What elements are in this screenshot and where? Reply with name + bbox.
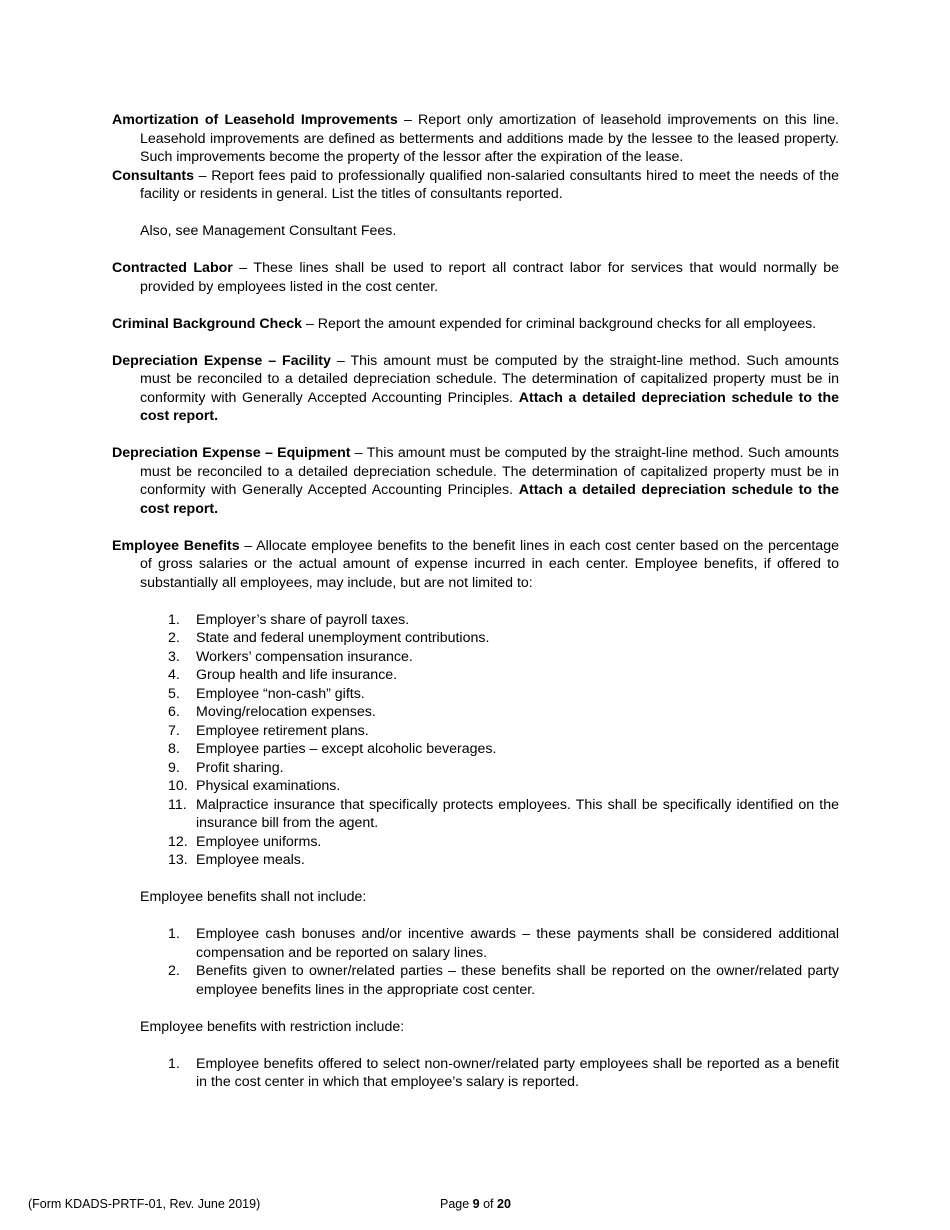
list-number: 7. bbox=[168, 722, 180, 739]
list-item bbox=[168, 648, 839, 667]
term: Contracted Labor bbox=[112, 260, 233, 276]
list-text: Profit sharing. bbox=[196, 759, 284, 776]
definition: – Report only amortization of leasehold improvements on this line. Leasehold improvements are defined as betterments and additions made by the lessee to the leased property. Such improvements become the property of the lessor after the expiration of the lease. bbox=[140, 112, 839, 165]
definition: – This amount must be computed by the straight-line method. Such amounts must be reconciled to a detailed depreciation schedule. The determination of capitalized property must be in conformity with Generally Accepted Accounting Principles. bbox=[140, 445, 840, 498]
benefits-restriction-heading: Employee benefits with restriction include: bbox=[140, 1018, 405, 1035]
list-text: Workers’ compensation insurance. bbox=[196, 648, 413, 665]
list-text: Employee “non-cash” gifts. bbox=[196, 685, 365, 702]
list-text: Employee cash bonuses and/or incentive awards – these payments shall be considered additional compensation and be reported on salary lines. bbox=[196, 926, 839, 961]
benefits-not-include-heading: Employee benefits shall not include: bbox=[140, 889, 367, 905]
of-label: of bbox=[479, 1197, 497, 1211]
benefits-not-include-list bbox=[112, 925, 839, 999]
entry-depreciation-equipment bbox=[112, 444, 839, 518]
list-item bbox=[168, 925, 839, 962]
list-number: 8. bbox=[168, 741, 180, 757]
list-item bbox=[168, 777, 839, 796]
entry-contracted-labor bbox=[112, 259, 839, 296]
current-page: 9 bbox=[472, 1197, 480, 1211]
term: Consultants bbox=[112, 167, 194, 184]
list-number: 1. bbox=[168, 926, 180, 942]
list-number: 2. bbox=[168, 963, 180, 979]
list-number: 6. bbox=[168, 704, 180, 720]
instruction: Attach a detailed depreciation schedule to the cost report. bbox=[140, 389, 839, 424]
list-text: Employee uniforms. bbox=[196, 833, 322, 850]
list-item bbox=[168, 685, 839, 704]
list-item bbox=[168, 666, 839, 685]
term: Employee Benefits bbox=[112, 537, 240, 554]
list-item bbox=[168, 629, 839, 648]
list-number: 11. bbox=[168, 796, 187, 813]
footer-form-id: (Form KDADS-PRTF-01, Rev. June 2019) bbox=[28, 1197, 261, 1211]
list-text: State and federal unemployment contributions. bbox=[196, 630, 490, 646]
term: Depreciation Expense – Equipment bbox=[112, 445, 351, 461]
list-item bbox=[168, 759, 839, 778]
entry-criminal-background-check bbox=[112, 315, 839, 334]
list-number: 5. bbox=[168, 685, 180, 702]
instruction: Attach a detailed depreciation schedule to the cost report. bbox=[140, 482, 839, 517]
list-number: 2. bbox=[168, 630, 180, 646]
definition: – Allocate employee benefits to the benefit lines in each cost center based on the percentage of gross salaries or the actual amount of expense incurred in each center. Employee benefits, if offered to substantially all employees, may include, but are not limited to: bbox=[140, 537, 839, 591]
list-item bbox=[168, 962, 839, 999]
list-item bbox=[168, 1055, 839, 1092]
list-number: 13. bbox=[168, 852, 188, 868]
definition: – This amount must be computed by the straight-line method. Such amounts must be reconciled to a detailed depreciation schedule. The determination of capitalized property must be in conformity with Generally Accepted Accounting Principles. bbox=[140, 352, 839, 406]
list-number: 4. bbox=[168, 667, 180, 683]
list-text: Group health and life insurance. bbox=[196, 667, 398, 683]
list-number: 9. bbox=[168, 759, 180, 776]
footer-page-number bbox=[440, 1195, 511, 1214]
entry-consultants bbox=[112, 167, 839, 204]
definition: – Report fees paid to professionally qualified non-salaried consultants hired to meet the needs of the facility or residents in general. List the titles of consultants reported. bbox=[140, 167, 839, 202]
list-text: Malpractice insurance that specifically protects employees. This shall be specifically identified on the insurance bill from the agent. bbox=[196, 796, 839, 831]
list-text: Moving/relocation expenses. bbox=[196, 704, 376, 720]
benefits-restriction-list bbox=[112, 1055, 839, 1092]
list-item bbox=[168, 740, 839, 759]
list-number: 1. bbox=[168, 611, 180, 628]
list-item bbox=[168, 722, 839, 741]
term: Criminal Background Check bbox=[112, 315, 303, 332]
list-item bbox=[168, 851, 839, 870]
entry-employee-benefits bbox=[112, 537, 839, 593]
definition: – These lines shall be used to report all contract labor for services that would normally be provided by employees listed in the cost center. bbox=[140, 260, 839, 295]
entry-depreciation-facility bbox=[112, 352, 839, 426]
list-text: Employer’s share of payroll taxes. bbox=[196, 611, 410, 628]
page-label: Page bbox=[440, 1197, 473, 1211]
list-text: Employee meals. bbox=[196, 852, 305, 868]
consultants-note: Also, see Management Consultant Fees. bbox=[140, 223, 397, 239]
benefits-include-list bbox=[112, 611, 839, 870]
entry-amortization bbox=[112, 111, 839, 167]
list-number: 1. bbox=[168, 1055, 180, 1072]
list-item bbox=[168, 703, 839, 722]
list-text: Physical examinations. bbox=[196, 778, 341, 794]
list-text: Employee parties – except alcoholic beverages. bbox=[196, 741, 497, 757]
term: Depreciation Expense – Facility bbox=[112, 352, 331, 369]
definition: – Report the amount expended for criminal background checks for all employees. bbox=[302, 315, 817, 332]
list-number: 12. bbox=[168, 833, 188, 850]
total-pages: 20 bbox=[497, 1197, 511, 1211]
list-text: Benefits given to owner/related parties – these benefits shall be reported on the owner/related party employee benefits lines in the appropriate cost center. bbox=[196, 963, 839, 998]
term: Amortization of Leasehold Improvements bbox=[112, 112, 398, 128]
list-item bbox=[168, 796, 839, 833]
list-number: 10. bbox=[168, 778, 188, 794]
list-text: Employee benefits offered to select non-owner/related party employees shall be reported as a benefit in the cost center in which that employee’s salary is reported. bbox=[196, 1055, 839, 1090]
list-item bbox=[168, 833, 839, 852]
list-item bbox=[168, 611, 839, 630]
list-text: Employee retirement plans. bbox=[196, 722, 369, 739]
document-body bbox=[112, 111, 839, 1092]
list-number: 3. bbox=[168, 648, 180, 665]
